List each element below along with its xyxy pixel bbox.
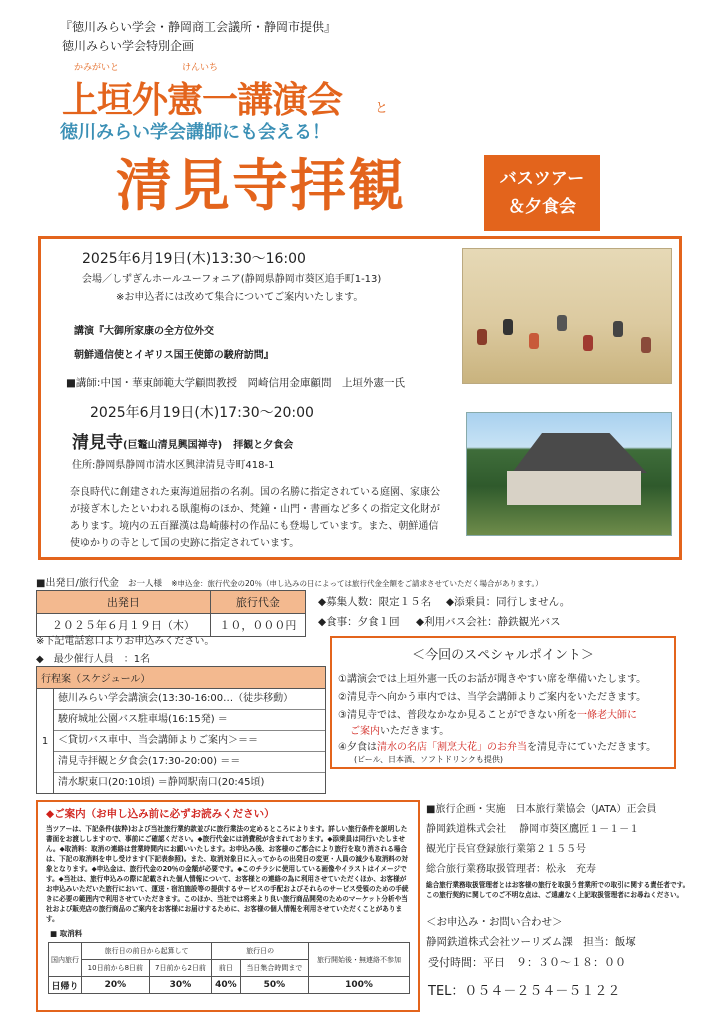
apply-info-box <box>36 800 420 1012</box>
lecture-venue: 会場／しずぎんホールユーフォニア(静岡県静岡市葵区追手町1-13) <box>82 274 382 285</box>
price-table <box>36 590 306 637</box>
org-line3: 観光庁長官登録旅行業第２１５５号 <box>426 844 586 855</box>
schedule-item: 清見寺拝観と夕食会(17:30-20:00) ＝＝ <box>54 752 325 773</box>
cancel-v2: 30% <box>149 977 212 994</box>
sp3-c: ご案内 <box>350 726 380 737</box>
temple-sub: (巨鼇山清見興国禅寺) <box>123 440 223 451</box>
special-plan-label: 徳川みらい学会特別企画 <box>62 39 195 53</box>
cancel-day: 当日集合時間まで <box>240 960 308 977</box>
phone-note: ※下記電話窓口よりお申込みください。 <box>36 636 215 647</box>
special-point-4 <box>338 738 656 753</box>
cancel-label: ■ 取消料 <box>50 929 83 938</box>
special-point-3-cont <box>350 722 449 737</box>
schedule-header: 行程案（スケジュール） <box>37 667 326 689</box>
cancel-after: 旅行開始後・無連絡不参加 <box>309 943 410 977</box>
tour-price: １０，０００円 <box>210 614 305 637</box>
bus-tour-badge <box>484 155 600 231</box>
price-label: ■出発日/旅行代金 <box>36 578 119 589</box>
cancel-10: 10日前から8日前 <box>82 960 150 977</box>
cancel-v5: 100% <box>309 977 410 994</box>
lecture-topic-1: 講演『大御所家康の全方位外交 <box>74 326 214 337</box>
schedule-item: ＜貸切バス車中、当会講師よりご案内＞＝＝ <box>54 731 325 752</box>
temple-heading <box>72 428 293 453</box>
special-point-2: ②清見寺へ向かう車内では、当学会講師よりご案内をいただきます。 <box>338 692 647 703</box>
bus-info: ◆利用バス会社：静鉄観光バス <box>416 616 561 628</box>
temple-address: 住所:静岡県静岡市清水区興津清見寺町418-1 <box>72 460 275 471</box>
org-line2: 静岡鉄道株式会社 静岡市葵区鷹匠１－１－１ <box>426 824 640 835</box>
cancel-fee-table <box>48 942 410 994</box>
cancel-v1: 20% <box>82 977 150 994</box>
temple-tail: 拝観と夕食会 <box>233 440 294 451</box>
cancel-v4: 50% <box>240 977 308 994</box>
contact-title: ＜お申込み・お問い合わせ＞ <box>426 916 563 928</box>
contact-company: 静岡鉄道株式会社ツーリズム課 担当：飯塚 <box>426 936 636 948</box>
sp3-d: いただきます。 <box>380 726 450 737</box>
sponsor-line: 『徳川みらい学会・静岡商工会議所・静岡市提供』 <box>60 20 337 34</box>
ruby-kamigaito: かみがいと <box>74 63 120 73</box>
badge-line1: バスツアー <box>499 169 585 189</box>
apply-title: ◆ご案内（お申し込み前に必ずお読みください） <box>46 808 275 820</box>
temple-photo <box>466 412 672 536</box>
schedule-item: 駿府城址公園バス駐車場(16:15発) ＝ <box>54 710 325 731</box>
cancel-v3: 40% <box>212 977 240 994</box>
schedule-day: 1 <box>37 689 54 794</box>
cancel-domestic: 国内旅行 <box>49 943 82 977</box>
apply-text: 当ツアーは、下記条件(抜粋)および当社旅行業約款並びに旅行業法の定めるところによります。詳しい旅行条件を説明した書面をお渡ししますので、事前にご確認ください。◆旅行代金には消費税が含まれております。◆添乗員は同行いたしません。◆取消料：取消の連絡は営業時間内にお願いいたします。お申込み後、お客様のご都合により旅行を取り消される場合は、下記の取消料を申し受けます(下記表参照)。また、取消対象日に入ってからの出発日の変更・人員の減少も取消料の対象となります。◆申込金は、旅行代金の20％の金額が必要です。◆このチラシに使用している画像やイラストはイメージです。◆当社は、旅行申込みの際に記載された個人情報について、お客様との連絡の為に利用させていただくほか、お客様がお申込みいただいた旅行において、運送・宿泊施設等の提供するサービスの手配およびそれらのサービス受領のための手続きに必要の範囲内で利用させていただきます。このほか、当社では将来より良い旅行商品開発のためのマーケット分析や当社および販売店の旅行商品のご案内をお客様にお届けするために、お客様の個人情報を利用させていただくことがあります。 <box>46 825 409 923</box>
painting-photo <box>462 248 672 384</box>
title-connector: と <box>375 101 389 116</box>
sp4-c: を清見寺にていただきます。 <box>526 742 657 753</box>
contact-hours: 受付時間：平日 ９：３０～１８：００ <box>428 956 626 969</box>
contact-tel[interactable]: TEL：０５４－２５４－５１２２ <box>428 984 621 999</box>
org-line1: ■旅行企画・実施 日本旅行業協会（JATA）正会員 <box>426 804 657 815</box>
special-point-4-note: (ビール、日本酒、ソフトドリンクも提供) <box>354 755 503 764</box>
schedule-item: 清水駅東口(20:10頃) ＝静岡駅南口(20:45頃) <box>58 777 265 788</box>
cancel-7: 7日前から2日前 <box>149 960 212 977</box>
ruby-kenichi: けんいち <box>182 63 219 73</box>
lecture-speaker: ■講師:中国・華東師範大学顧問教授 岡崎信用金庫顧問 上垣外憲一氏 <box>66 377 405 389</box>
special-point-3 <box>338 706 637 721</box>
cancel-before: 旅行日の前日から起算して <box>82 943 212 960</box>
min-people: ◆ 最少催行人員 ：1名 <box>36 654 151 665</box>
meet-lecturer-tagline: 徳川みらい学会講師にも会える！ <box>60 122 330 143</box>
departure-date: ２０２５年６月１９日（木） <box>37 614 211 637</box>
org-line4: 総合旅行業務取扱管理者：松永 充寿 <box>426 864 596 875</box>
cancel-prev: 前日 <box>212 960 240 977</box>
cancel-travelday: 旅行日の <box>212 943 309 960</box>
cancel-daytrip: 日帰り <box>49 977 82 994</box>
main-title: 清見寺拝観 <box>116 154 406 219</box>
col-date: 出発日 <box>37 591 211 614</box>
price-heading <box>36 574 543 589</box>
lecture-datetime: 2025年6月19日(木)13:30～16:00 <box>82 251 306 267</box>
price-note: ※申込金：旅行代金の20％（申し込みの日によっては旅行代金全額をご請求させていただく場合があります。） <box>171 579 543 588</box>
schedule-item: 徳川みらい学会講演会(13:30-16:00…（徒歩移動） <box>54 689 325 710</box>
recruit-info: ◆募集人数：限定１５名 <box>318 596 432 608</box>
meal-info: ◆食事：夕食１回 <box>318 616 400 628</box>
special-points-title: ＜今回のスペシャルポイント＞ <box>412 648 594 663</box>
temple-description: 奈良時代に創建された東海道屈指の名刹。国の名勝に指定されている庭園、家康公が接ぎ木したといわれる臥龍梅のほか、梵鐘・山門・書画など多くの指定文化財があります。境内の五百羅漢は島崎藤村の作品にも登場しています。また、朝鮮通信使ゆかりの寺として国の史跡に指定されています。 <box>70 487 440 549</box>
special-point-1: ①講演会では上垣外憲一氏のお話が聞きやすい席を準備いたします。 <box>338 674 647 685</box>
venue-note: ※お申込者には改めて集合についてご案内いたします。 <box>116 292 364 303</box>
sp3-b: 一條老大師に <box>576 710 637 721</box>
special-points-box <box>330 636 676 769</box>
sp4-a: ④夕食は <box>338 742 377 753</box>
lecture-topic-2: 朝鮮通信使とイギリス国王使節の駿府訪問』 <box>74 350 274 361</box>
dinner-datetime: 2025年6月19日(木)17:30～20:00 <box>90 405 314 421</box>
price-unit: お一人様 <box>128 579 163 589</box>
sp4-b: 清水の名店「割烹大花」のお弁当 <box>376 742 527 753</box>
col-price: 旅行代金 <box>210 591 305 614</box>
conductor-info: ◆添乗員：同行しません。 <box>446 596 571 608</box>
badge-line2: ＆夕食会 <box>508 197 576 217</box>
sp3-a: ③清見寺では、普段なかなか見ることができない所を <box>338 710 577 721</box>
lecture-title: 上垣外憲一講演会 <box>62 80 343 121</box>
temple-name: 清見寺 <box>72 433 123 453</box>
schedule-table <box>36 666 326 794</box>
org-note: 総合旅行業務取扱管理者とはお客様の旅行を取扱う営業所での取引に関する責任者です。この旅行契約に関してのご不明な点は、ご遠慮なく上記取扱管理者にお尋ねください。 <box>426 881 690 899</box>
